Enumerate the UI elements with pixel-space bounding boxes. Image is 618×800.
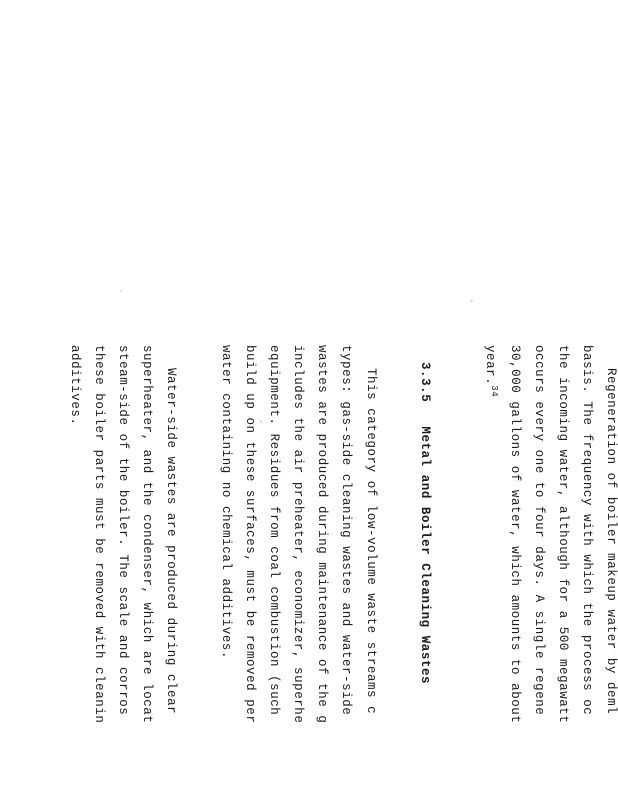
regeneration-line-6 [483,345,500,398]
regeneration-line-2: basis. The frequency with which the process oc [580,345,594,716]
waterside-line-4: these boiler parts must be removed with cleanin [92,345,106,724]
category-line-7: water containing no chemical additives. [219,345,233,659]
waterside-line-5: additives. [68,345,82,426]
category-line-4: includes the air preheater, economizer, superhe [291,345,305,724]
regeneration-line-5: 30,000 gallons of water, which amounts to about [508,345,522,724]
category-line-5: equipment. Residues from coal combustion (such [267,345,281,716]
waterside-line-1: Water-side wastes are produced during clear [164,368,178,715]
scan-speck [260,420,262,423]
category-line-6: build up on these surfaces, must be removed per [243,345,257,724]
category-line-2: types: gas-side cleaning wastes and water-side [339,345,353,716]
regeneration-last-word: year. [483,345,497,386]
waterside-line-2: superheater, and the condenser, which are locat [140,345,154,724]
section-title: Metal and Boiler Cleaning Wastes [418,426,432,685]
scan-speck [470,300,473,302]
section-number: 3.3.5 [418,362,432,403]
category-line-1: This category of low-volume waste streams c [364,368,378,715]
regeneration-line-4: occurs every one to four days. A single regene [532,345,546,716]
footnote-reference: 34 [489,385,500,398]
category-line-3: wastes are produced during maintenance of the g [315,345,329,724]
regeneration-line-1: Regeneration of boiler makeup water by deml [604,368,618,715]
regeneration-line-3: the incoming water, although for a 500 megawatt [556,345,570,724]
section-heading [418,362,432,684]
waterside-line-3: steam-side of the boiler. The scale and corros [116,345,130,716]
scan-speck [120,290,122,292]
